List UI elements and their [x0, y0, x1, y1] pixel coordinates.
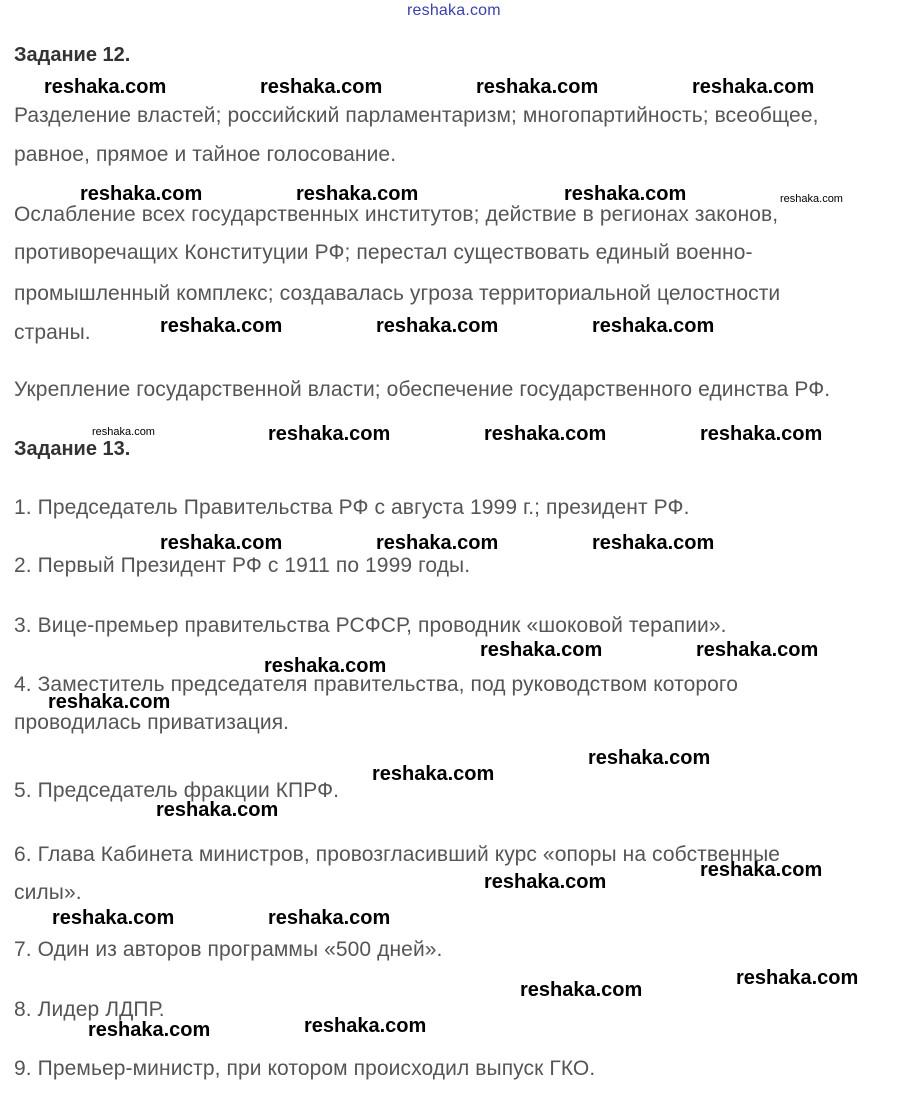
watermark: reshaka.com: [564, 183, 687, 205]
task-13-item-4-line-1: 4. Заместитель председателя правительства, под руководством которого: [14, 673, 739, 696]
watermark: reshaka.com: [260, 76, 383, 98]
watermark: reshaka.com: [160, 532, 283, 554]
watermark: reshaka.com: [780, 193, 843, 205]
task-12-answer-2-line-1: Ослабление всех государственных институтов; действие в регионах законов,: [14, 203, 779, 226]
watermark: reshaka.com: [44, 76, 167, 98]
task-12-answer-2-line-4: страны.: [14, 321, 91, 344]
watermark: reshaka.com: [592, 532, 715, 554]
watermark: reshaka.com: [696, 639, 819, 661]
watermark: reshaka.com: [80, 183, 203, 205]
watermark: reshaka.com: [268, 907, 391, 929]
watermark: reshaka.com: [88, 1019, 211, 1041]
watermark: reshaka.com: [588, 747, 711, 769]
watermark: reshaka.com: [304, 1015, 427, 1037]
task-13-item-8: 8. Лидер ЛДПР.: [14, 998, 165, 1021]
watermark: reshaka.com: [52, 907, 175, 929]
watermark: reshaka.com: [92, 426, 155, 438]
watermark: reshaka.com: [700, 423, 823, 445]
watermark: reshaka.com: [484, 871, 607, 893]
watermark: reshaka.com: [736, 967, 859, 989]
watermark: reshaka.com: [48, 691, 171, 713]
watermark: reshaka.com: [156, 799, 279, 821]
task-13-item-5: 5. Председатель фракции КПРФ.: [14, 779, 340, 802]
task-13-item-6-line-2: силы».: [14, 881, 82, 904]
task-12-answer-2-line-3: промышленный комплекс; создавалась угроза территориальной целостности: [14, 282, 781, 305]
watermark: reshaka.com: [296, 183, 419, 205]
watermark: reshaka.com: [376, 315, 499, 337]
watermark: reshaka.com: [480, 639, 603, 661]
site-link[interactable]: reshaka.com: [407, 2, 501, 19]
task-12-answer-3-line-1: Укрепление государственной власти; обеспечение государственного единства РФ.: [14, 378, 831, 401]
watermark: reshaka.com: [376, 532, 499, 554]
watermark: reshaka.com: [484, 423, 607, 445]
watermark: reshaka.com: [372, 763, 495, 785]
task-13-item-7: 7. Один из авторов программы «500 дней».: [14, 938, 443, 961]
task-13-item-1: 1. Председатель Правительства РФ с августа 1999 г.; президент РФ.: [14, 496, 690, 519]
task-13-item-3: 3. Вице-премьер правительства РСФСР, проводник «шоковой терапии».: [14, 614, 727, 637]
watermark: reshaka.com: [692, 76, 815, 98]
task-13-item-4-line-2: проводилась приватизация.: [14, 711, 290, 734]
task-12-answer-2-line-2: противоречащих Конституции РФ; перестал существовать единый военно-: [14, 241, 753, 264]
watermark: reshaka.com: [476, 76, 599, 98]
task-13-item-6-line-1: 6. Глава Кабинета министров, провозгласивший курс «опоры на собственные: [14, 843, 781, 866]
task-12-answer-1-line-2: равное, прямое и тайное голосование.: [14, 143, 397, 166]
watermark: reshaka.com: [700, 859, 823, 881]
watermark: reshaka.com: [520, 979, 643, 1001]
watermark: reshaka.com: [264, 655, 387, 677]
watermark: reshaka.com: [592, 315, 715, 337]
task-13-item-9: 9. Премьер-министр, при котором происходил выпуск ГКО.: [14, 1057, 596, 1080]
task-12-heading: Задание 12.: [14, 44, 131, 66]
watermark: reshaka.com: [268, 423, 391, 445]
task-12-answer-1-line-1: Разделение властей; российский парламентаризм; многопартийность; всеобщее,: [14, 104, 819, 127]
task-13-item-2: 2. Первый Президент РФ с 1911 по 1999 годы.: [14, 554, 471, 577]
task-13-heading: Задание 13.: [14, 438, 131, 460]
watermark: reshaka.com: [160, 315, 283, 337]
